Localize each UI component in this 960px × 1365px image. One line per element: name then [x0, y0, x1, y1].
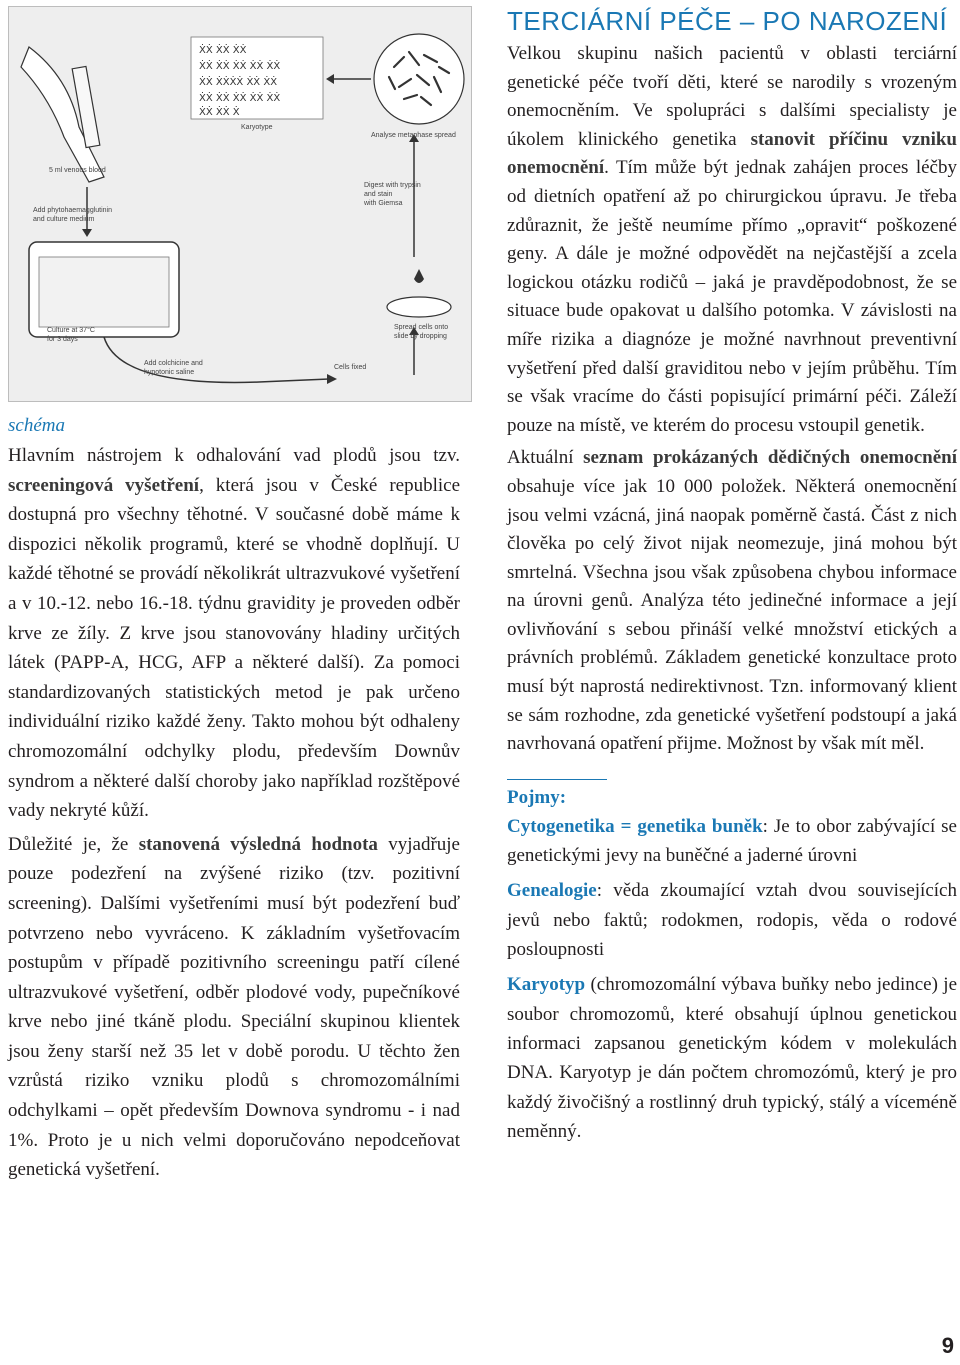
section-heading: TERCIÁRNÍ PÉČE – PO NAROZENÍ: [507, 6, 948, 36]
result-value-paragraph: Důležité je, že stanovená výsledná hodnota vyjadřuje pouze podezření na zvýšené riziko (tzv. pozitivní screening). Dalšími vyšetřeními musí být podezření buď potvrzeno nebo vyvráceno. K základním vyšetřovacím postupům v případě pozitivního screeningu patří cílené ultrazvukové vyšetření, odběr plodové vody, pupečníkové krve nebo jiné tkáně plodu. Speciální skupinou klientek jsou ženy starší než 35 let v době porodu. U těchto žen vzrůstá riziko vzniku plodů s chromozomálními odchylkami – opět především Downova syndromu - i nad 1%. Proto je u nich velmi doporučováno nepodceňovat genetická vyšetření.: [8, 833, 460, 1181]
page-number: 9: [941, 1333, 954, 1358]
terms-title: Pojmy:: [507, 786, 567, 808]
svg-text:ẊẊ ẊẊ Ẋ: ẊẊ ẊẊ Ẋ: [199, 107, 240, 118]
right-column: [507, 6, 957, 1152]
metaphase-spread-drawing: [374, 34, 464, 124]
label-cells-fixed: Cells fixed: [334, 364, 367, 371]
drop-drawing: [414, 269, 424, 283]
slide-drawing: [387, 297, 451, 317]
label-add-phyto: Add phytohaemagglutinin and culture medium: [33, 207, 113, 223]
left-column: [8, 413, 460, 1185]
terms-divider: [507, 779, 607, 780]
diseases-list-term: seznam prokázaných dědičných onemocnění: [583, 447, 957, 469]
term-cytogenetika: Cytogenetika = genetika buněk: Je to obor zabývající se genetickými jevy na buněčné a jaderné úrovni: [507, 815, 957, 867]
figure-caption: schéma: [8, 415, 65, 436]
label-culture: Culture at 37°C for 3 days: [47, 327, 95, 343]
diagram-drawing: [9, 7, 471, 401]
label-blood: 5 ml venous blood: [49, 167, 106, 174]
term-karyotyp: Karyotyp (chromozomální výbava buňky nebo jedince) je soubor chromozomů, které obsahují úplnou genetickou informaci zapsanou genetickým kódem v molekulách DNA. Karyotyp je dán počtem chromozómů, který je pro každý živočišný a rostlinný druh typický, stálý a víceméně neměnný.: [507, 974, 957, 1142]
karyotype-procedure-diagram: [8, 6, 472, 402]
tertiary-care-paragraph: Velkou skupinu našich pacientů v oblasti terciární genetické péče tvoří děti, které se narodily s vrozeným onemocněním. Ve spolupráci s dalšími specialisty je úkolem klinického genetika stanovit příčinu vzniku onemocnění. Tím může být jednak zahájen proces léčby od dietních opatření až po chirurgickou úpravu. Je třeba zdůraznit, že ještě neumíme přímo „opravit“ poškozené geny. A dále je možné odpovědět na nejčastější a zcela logickou otázku rodičů – jaká je pravděpodobnost, že se situace bude opakovat u dalšího potomka. V závislosti na míře rizika a diagnóze je možné navrhnout preventivní vyšetření před další graviditou nebo v jejím průběhu. Tím se však vracíme do části popisující primární péči. Záleží pouze na místě, ve kterém do procesu vstoupil genetik.: [507, 43, 957, 436]
label-analyse: Analyse metaphase spread: [371, 132, 456, 139]
cause-term: stanovit příčinu vzniku onemocnění: [507, 128, 957, 179]
diseases-list-paragraph: Aktuální seznam prokázaných dědičných onemocnění obsahuje více jak 10 000 položek. Některá onemocnění jsou velmi vzácná, jiná naopak poměrně častá. Část z nich člověka po celý život nijak neomezuje, jiná mohou být smrtelná. Všechna jsou však způsobena chybou informace na úrovni genů. Analýza této jedinečné informace a její ovlivňování s sebou přináší velké množství etických a právních problémů. Základem genetické konzultace proto musí být naprostá nedirektivnost. Tzn. informovaný klient se sám rozhodne, zda genetické vyšetření podstoupí a jaká navrhovaná opatření přijme. Možnost by však mít měl.: [507, 447, 957, 755]
term-genealogie: Genealogie: věda zkoumající vztah dvou souvisejících jevů nebo faktů; rodokmen, rodopis, věda o rodové posloupnosti: [507, 880, 957, 961]
svg-text:ẊẊ ẊẊ ẊẊ: ẊẊ ẊẊ ẊẊ: [199, 45, 247, 56]
screening-term: screeningová vyšetření: [8, 474, 200, 496]
label-digest: Digest with trypsin and stain with Giemsa: [364, 182, 421, 207]
arrow-2: [104, 337, 329, 382]
label-spread: Spread cells onto slide by dropping: [394, 324, 449, 340]
label-add-colchicine: Add colchicine and hypotonic saline: [144, 360, 203, 376]
svg-text:ẊẊ ẊẊ ẊẊ ẊẊ ẊẊ: ẊẊ ẊẊ ẊẊ ẊẊ ẊẊ: [199, 93, 281, 104]
label-karyotype: Karyotype: [241, 124, 273, 131]
result-value-term: stanovená výsledná hodnota: [138, 833, 378, 855]
screening-paragraph: Hlavním nástrojem k odhalování vad plodů jsou tzv. screeningová vyšetření, která jsou v České republice dostupná pro všechny těhotné. V současné době máme k dispozici několik programů, které se vhodně doplňují. U každé těhotné se provádí několikrát ultrazvukové vyšetření a v 10.-12. nebo 16.-18. týdnu gravidity je proveden odběr krve ze žíly. Z krve jsou stanovovány hladiny určitých látek (PAPP-A, HCG, AFP a některé další). Za pomoci standardizovaných statistických metod je pak určeno individuální riziko každé ženy. Takto mohou být odhaleny chromozomální odchylky plodu, především Downův syndrom a některé další choroby jako například rozštěpové vady nekryté kůží.: [8, 445, 461, 822]
svg-text:ẊẊ ẊẊ ẊẊ ẊẊ ẊẊ: ẊẊ ẊẊ ẊẊ ẊẊ ẊẊ: [199, 61, 281, 72]
svg-text:ẊẊ ẊẊẊẊ ẊẊ ẊẊ: ẊẊ ẊẊẊẊ ẊẊ ẊẊ: [199, 77, 278, 88]
